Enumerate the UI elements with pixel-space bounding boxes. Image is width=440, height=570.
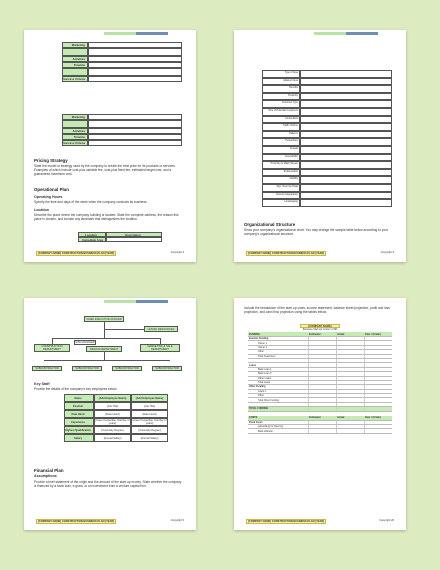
org-sub-1-box: SUBCONTRACTOR (32, 366, 62, 371)
org-ceo-box: CHIEF EXECUTIVE OFFICER (84, 316, 124, 322)
sheet-cell[interactable] (364, 390, 392, 393)
sheet-row-label: Owner 1 (258, 341, 268, 345)
sheet-cell[interactable] (336, 407, 364, 410)
sheet-cell[interactable] (308, 359, 336, 362)
sheet-cell[interactable] (364, 421, 392, 424)
sheet-row-label: Bank Loan 2 (258, 372, 272, 376)
page-number: 5 (182, 519, 184, 522)
sheet-row-label: Owner 2 (258, 345, 268, 349)
footer-copyright: Copyright (170, 519, 182, 522)
sheet-cell[interactable] (308, 346, 336, 349)
sheet-header-cell: Over / (Under) (365, 332, 381, 336)
location-detail-value (300, 176, 392, 184)
location-detail-value (300, 131, 392, 139)
location-detail-row (262, 131, 392, 139)
location-detail-value (300, 154, 392, 162)
org-marketing-box: MARKETING & SALE DEPARTMENT (140, 344, 180, 352)
sheet-cell[interactable] (336, 421, 364, 424)
location-detail-value (300, 93, 392, 101)
location-detail-row (262, 176, 392, 184)
location-detail-value (300, 108, 392, 116)
sheet-cell[interactable] (308, 363, 336, 366)
sheet-cell[interactable] (364, 394, 392, 397)
staff-cell: Position (64, 402, 94, 410)
sheet-row-label: Total Investment (258, 354, 276, 358)
location-detail-label: Periods (262, 146, 300, 154)
page-number: 26 (391, 519, 394, 522)
pricing-strategy-heading: Pricing Strategy (34, 158, 68, 163)
staff-cell: [Date Hired] (131, 410, 168, 418)
sheet-cell[interactable] (364, 341, 392, 344)
sheet-cell[interactable] (336, 341, 364, 344)
location-detail-label: Proximity (262, 93, 300, 101)
footer-company: [COMPANY NAME] CONSTRUCTION BUSINESS PLAN [YEAR] (248, 252, 325, 255)
sheet-cell[interactable] (336, 394, 364, 397)
staff-cell: [Job Title] (131, 402, 168, 410)
location-detail-label: Customer Type (262, 100, 300, 108)
page-header-bar (104, 32, 168, 35)
sheet-cell[interactable] (336, 337, 364, 340)
sheet-cell[interactable] (336, 403, 364, 406)
location-details-table (262, 70, 392, 207)
sheet-header-cell: Estimated (309, 332, 321, 336)
sheet-row-label: Fixed Costs (249, 420, 263, 424)
location-detail-row (262, 108, 392, 116)
staff-cell: [Add Employee Name] (94, 394, 131, 402)
page-footer (36, 251, 184, 256)
location-detail-row (262, 169, 392, 177)
org-sub-2-box: SUBCONTRACTOR (72, 366, 102, 371)
staff-row (64, 434, 168, 442)
page-startup-costs (234, 298, 406, 530)
sheet-cell[interactable] (336, 355, 364, 358)
location-detail-row (262, 78, 392, 86)
sheet-row (248, 429, 392, 433)
sheet-cell[interactable] (364, 359, 392, 362)
staff-cell: [Area of expertise, Number of years] (95, 419, 130, 425)
sheet-cell[interactable] (308, 425, 336, 428)
marketing-strategy-2-table: Marketing Activities Timeline Success Criteria (62, 42, 182, 82)
key-staff-table (64, 394, 168, 442)
location-detail-row (262, 123, 392, 131)
location-detail-value (300, 192, 392, 200)
startup-intro-text: Include the breakdown of the start-up costs, income statement, balance sheet projection, profit and loss projection, and cash flow projection using the tables below. (244, 306, 390, 314)
location-detail-value (300, 138, 392, 146)
assumptions-heading: Assumptions (34, 474, 57, 478)
location-detail-row (262, 154, 392, 162)
sheet-cell[interactable] (336, 372, 364, 375)
operating-hours-text: Specify the time and days of the week when the company conducts its business. (34, 200, 148, 204)
location-detail-row (262, 116, 392, 124)
location-detail-row (262, 138, 392, 146)
sheet-row-label: Loans (249, 363, 257, 367)
page-number: 3 (182, 251, 184, 254)
sheet-cell[interactable] (308, 350, 336, 353)
funding-rows (248, 337, 392, 412)
page-header-bar (314, 32, 378, 35)
page-footer (246, 251, 394, 256)
staff-cell: [Date Hired] (94, 410, 131, 418)
staff-cell: [Annual Salary] (131, 434, 168, 442)
location-detail-label: Competitors (262, 116, 300, 124)
staff-cell: [Area of expertise, Number of years] (132, 419, 167, 425)
sheet-header-cell: Estimated (309, 416, 321, 420)
startup-costs-sheet (248, 324, 392, 434)
staff-cell: [University Degree] (131, 426, 168, 434)
location-detail-label: Visibility (262, 176, 300, 184)
location-detail-row (262, 146, 392, 154)
staff-row (64, 426, 168, 434)
location-detail-value (300, 78, 392, 86)
sheet-header-cell: Over / (Under) (365, 416, 381, 420)
sheet-row-label: Other (258, 350, 264, 354)
sheet-cell[interactable] (364, 403, 392, 406)
location-detail-label: Pedestrians (262, 138, 300, 146)
staff-cell: Experience (64, 418, 94, 426)
sheet-cell[interactable] (364, 429, 392, 432)
location-table: Location Description Immediate Area (78, 232, 162, 242)
sheet-row-label: Total Other Funding (258, 398, 279, 402)
sheet-row-label: Other (258, 394, 264, 398)
sheet-cell[interactable] (308, 385, 336, 388)
org-structure-heading: Organizational Structure (244, 222, 296, 227)
staff-cell: [University Degree] (94, 426, 131, 434)
sheet-cell[interactable] (336, 359, 364, 362)
sheet-cell[interactable] (308, 398, 336, 401)
staff-row (64, 410, 168, 418)
org-structure-text: Show your company's organizational chart. You may change the sample table below according to your company's organizational structure. (244, 228, 388, 236)
sheet-cell[interactable] (308, 381, 336, 384)
sheet-cell[interactable] (364, 425, 392, 428)
sheet-header-cell: Actual (337, 332, 345, 336)
sheet-company-name: [COMPANY NAME] (300, 324, 340, 328)
location-detail-value (300, 70, 392, 78)
location-detail-row (262, 85, 392, 93)
sheet-cell[interactable] (364, 407, 392, 410)
sheet-cell[interactable] (364, 346, 392, 349)
sheet-cell[interactable] (336, 425, 364, 428)
sheet-cell[interactable] (336, 429, 364, 432)
location-detail-value (300, 116, 392, 124)
page-header-bar (104, 300, 168, 303)
staff-cell: [Add Employee Name] (131, 394, 168, 402)
location-detail-row (262, 199, 392, 207)
location-detail-label: Traffic Volume (262, 123, 300, 131)
location-detail-value (300, 161, 392, 169)
sheet-header-cell: FUNDING (249, 332, 260, 336)
sheet-cell[interactable] (364, 363, 392, 366)
staff-cell: [Job Title] (94, 402, 131, 410)
sheet-cell[interactable] (364, 385, 392, 388)
footer-copyright: Copyright (170, 251, 182, 254)
sheet-cell[interactable] (364, 381, 392, 384)
location-detail-value (300, 199, 392, 207)
sheet-cell[interactable] (336, 377, 364, 380)
org-sub-4-box: SUBCONTRACTOR (152, 366, 182, 371)
sheet-row-label: Bank Loan 1 (258, 367, 272, 371)
footer-copyright: Copyright (379, 519, 391, 522)
location-detail-label: Accessibility (262, 154, 300, 162)
location-detail-row (262, 70, 392, 78)
footer-company: [COMPANY NAME] CONSTRUCTION BUSINESS PLAN [YEAR] (38, 520, 115, 523)
sheet-header-cell: Actual (337, 416, 345, 420)
location-detail-label: Entrance/Exit (262, 169, 300, 177)
staff-row (64, 402, 168, 410)
sheet-cell[interactable] (308, 372, 336, 375)
sheet-row-label: Investor Funding (249, 337, 269, 341)
operational-plan-heading: Operational Plan (34, 187, 69, 192)
location-detail-row (262, 100, 392, 108)
sheet-cell[interactable] (336, 381, 364, 384)
sheet-cell[interactable] (308, 337, 336, 340)
sheet-cell[interactable] (308, 377, 336, 380)
location-detail-value (300, 85, 392, 93)
sheet-header-cell: COSTS (249, 416, 258, 420)
location-detail-label: Adjacent Area (262, 78, 300, 86)
sheet-row-label: TOTAL FUNDING (249, 407, 269, 411)
cost-rows (248, 421, 392, 434)
location-detail-label: Landscaping (262, 199, 300, 207)
sheet-cell[interactable] (308, 355, 336, 358)
sheet-row-label: Other Funding (249, 385, 266, 389)
sheet-cell[interactable] (364, 377, 392, 380)
staff-cell: Date Hired (64, 410, 94, 418)
marketing-strategy-3-table: Marketing Activities Timeline Success Criteria (62, 114, 182, 146)
page-number: 4 (392, 251, 394, 254)
pricing-strategy-text: State the model or strategy used by the company to create the best price for its products or services. Examples of which include cost-plus variable fee, cost-plus fixed fee, estimated target cost, and a guaranteed maximum cost. (34, 164, 176, 176)
location-detail-value (300, 123, 392, 131)
location-detail-label: Benefits (262, 85, 300, 93)
sheet-cell[interactable] (336, 398, 364, 401)
sheet-cell[interactable] (308, 368, 336, 371)
sheet-row-label: Total Loans (258, 381, 271, 385)
sheet-cell[interactable] (308, 407, 336, 410)
sheet-cell[interactable] (336, 385, 364, 388)
key-staff-text: Provide the details of the company's key employees below. (34, 387, 118, 391)
location-detail-value (300, 184, 392, 192)
sheet-cell[interactable] (336, 368, 364, 371)
location-detail-value (300, 146, 392, 154)
sheet-cell[interactable] (336, 390, 364, 393)
staff-cell: Salary (64, 434, 94, 442)
sheet-cell[interactable] (364, 337, 392, 340)
location-detail-label: Patterns (262, 131, 300, 139)
page-footer (36, 519, 184, 524)
staff-row (64, 418, 168, 426)
location-text: Describe the place where the company building is located. State the complete address, the reason this place is chosen, and include any landmark that distinguishes the location. (34, 213, 179, 221)
sheet-cell[interactable] (308, 341, 336, 344)
footer-company: [COMPANY NAME] CONSTRUCTION BUSINESS PLAN [YEAR] (38, 252, 115, 255)
sheet-cell[interactable] (364, 398, 392, 401)
operating-hours-heading: Operating Hours (34, 195, 63, 199)
location-detail-row (262, 161, 392, 169)
location-detail-label: Proximity to Major Streets (262, 161, 300, 169)
sheet-cell[interactable] (364, 350, 392, 353)
assumptions-text: Provide a brief statement of the origin and the amount of the start-up money. State whether the company is financed by a bank loan, a grant, or an investment from a venture capital firm. (34, 480, 182, 488)
location-detail-label: Sign: Near the Road (262, 184, 300, 192)
location-heading: Location (34, 208, 49, 212)
org-construction-box: CONSTRUCTION DEPARTMENT (34, 344, 70, 352)
sheet-cell[interactable] (308, 403, 336, 406)
org-sub-3-box: SUBCONTRACTOR (112, 366, 142, 371)
sheet-cell[interactable] (308, 421, 336, 424)
sheet-cell[interactable] (364, 355, 392, 358)
staff-header-row (64, 394, 168, 402)
sheet-cell[interactable] (336, 346, 364, 349)
org-site-manager-box: SITE MANAGER (75, 341, 95, 344)
sheet-cell[interactable] (364, 372, 392, 375)
sheet-cell[interactable] (308, 390, 336, 393)
location-detail-row (262, 93, 392, 101)
sheet-cell[interactable] (364, 368, 392, 371)
page-org-chart-staff (24, 298, 196, 530)
key-staff-heading: Key Staff (34, 382, 50, 386)
sheet-cell[interactable] (308, 394, 336, 397)
footer-copyright: Copyright (380, 251, 392, 254)
location-detail-row (262, 184, 392, 192)
location-detail-value (300, 100, 392, 108)
sheet-row-label: Other Loans (258, 376, 272, 380)
page-location-details (234, 30, 406, 262)
location-detail-label: Type of Area (262, 70, 300, 78)
org-hr-box: HUMAN RESOURCES (144, 326, 178, 332)
staff-cell: Name (64, 394, 94, 402)
financial-plan-heading: Financial Plan (34, 468, 64, 473)
sheet-cell[interactable] (336, 350, 364, 353)
sheet-row-label: Grant 1 (258, 389, 266, 393)
page-footer (246, 519, 394, 524)
location-detail-label: Exterior Appearance (262, 192, 300, 200)
footer-company: [COMPANY NAME] CONSTRUCTION BUSINESS PLAN [YEAR] (248, 520, 325, 523)
page-marketing-pricing (24, 30, 196, 262)
staff-cell: Highest Qualification (64, 426, 94, 434)
location-detail-row (262, 192, 392, 200)
sheet-row-label: Advertising for Opening (258, 425, 283, 429)
sheet-cell[interactable] (336, 363, 364, 366)
sheet-cell[interactable] (308, 429, 336, 432)
sheet-subtitle: Business Start-Up Costs in USD (302, 328, 338, 331)
location-detail-value (300, 169, 392, 177)
location-detail-label: Size of Potential Customers (262, 108, 300, 116)
staff-cell: [Annual Salary] (94, 434, 131, 442)
sheet-row-label: Bank Website (258, 429, 273, 433)
org-design-box: DESIGN DEPARTMENT (86, 346, 122, 352)
